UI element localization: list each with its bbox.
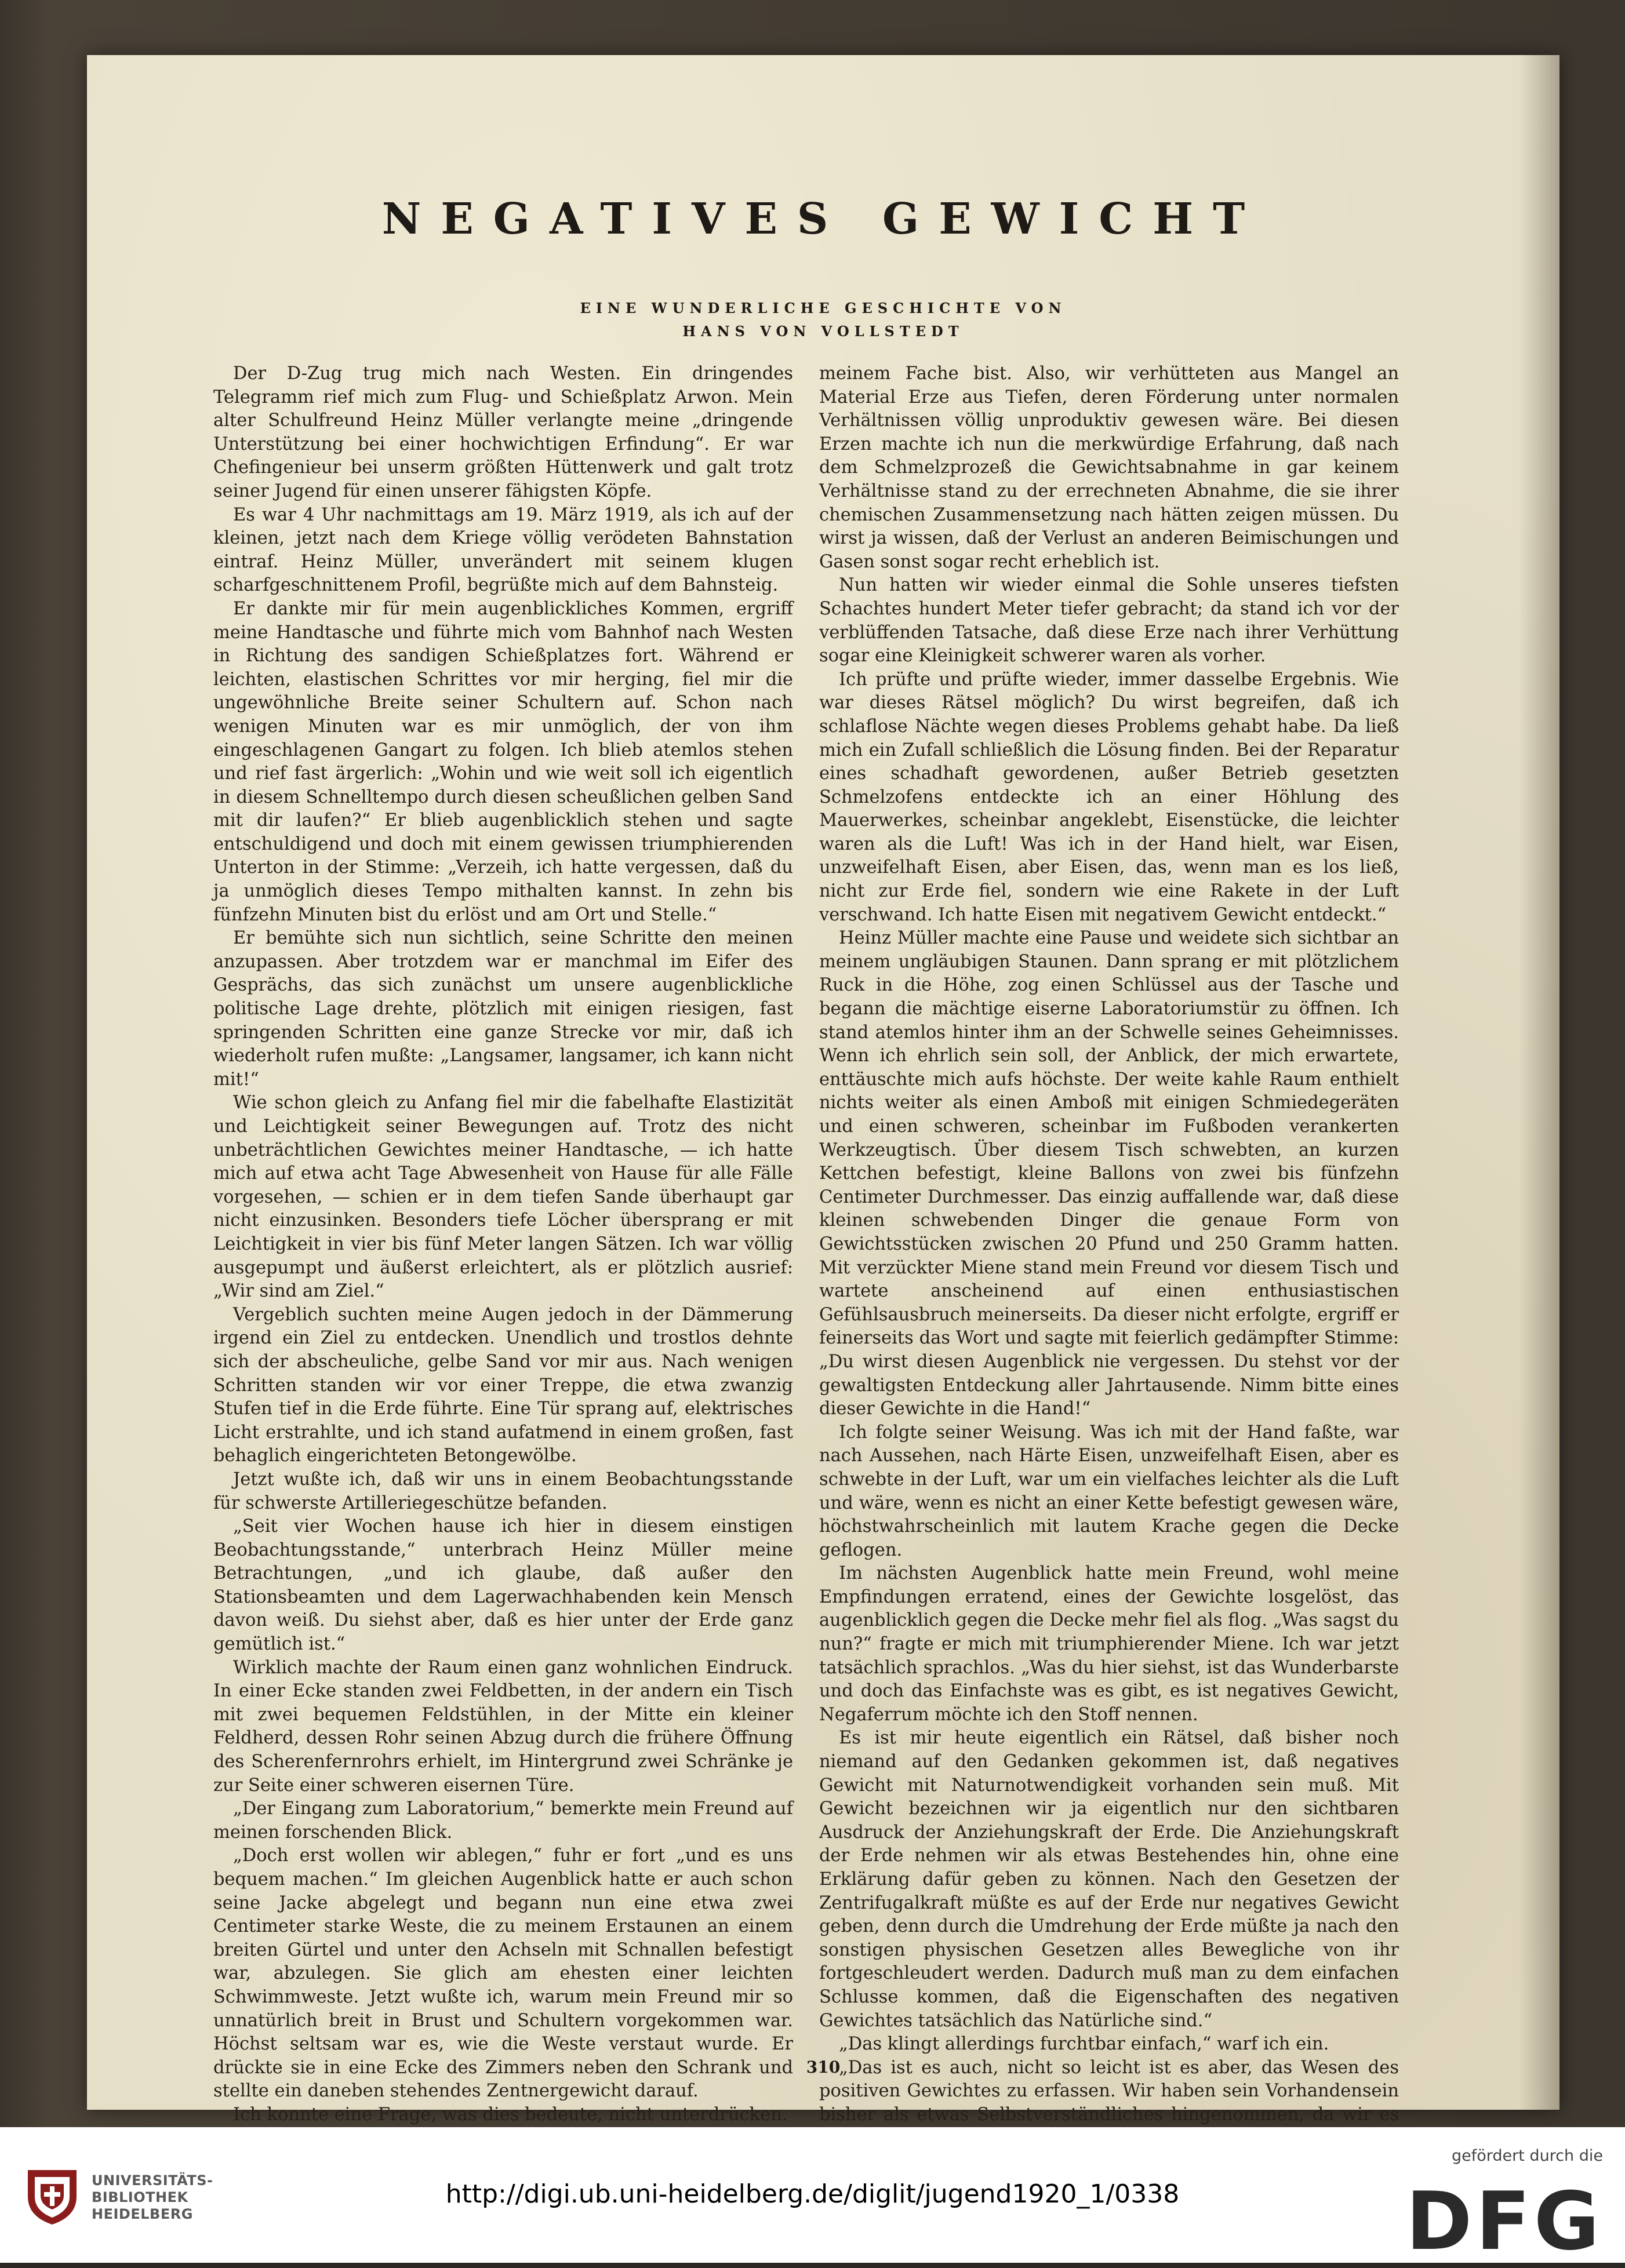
paragraph: Er bemühte sich nun sichtlich, seine Schritte den meinen anzupassen. Aber trotzdem war er manchmal im Eifer des Gesprächs, das sich zunächst um unsere augenblickliche politische Lage drehte, plötzlich mit einigen riesigen, fast springenden Schritten eine ganze Strecke vor mir, daß ich wiederholt rufen mußte: „Langsamer, langsamer, ich kann nicht mit!“ [213, 928, 793, 1090]
paragraph: Es ist mir heute eigentlich ein Rätsel, daß bisher noch niemand auf den Gedanken gekommen ist, daß negatives Gewicht mit Naturnotwendigkeit vorhanden sein muß. Mit Gewicht bezeichnen wir ja eigentlich nur den sichtbaren Ausdruck der Anziehungskraft der Erde. Die Anziehungskraft der Erde nehmen wir als etwas Bestehendes hin, ohne eine Erklärung dafür geben zu können. Nach den Gesetzen der Zentrifugalkraft müßte es auf der Erde nur negatives Gewicht geben, denn durch die Umdrehung der Erde müßte ja nach den sonstigen physischen Gesetzen alles Bewegliche von ihr fortgeschleudert werden. Dadurch muß man zu dem einfachen Schlusse kommen, daß die Eigenschaften des negativen Gewichtes tatsächlich das Natürliche sind.“ [819, 1728, 1399, 2031]
document-page [87, 55, 1559, 2125]
paragraph: Wie schon gleich zu Anfang fiel mir die fabelhafte Elastizität und Leichtigkeit seiner Bewegungen auf. Trotz des nicht unbeträchtlichen Gewichtes meiner Handtasche, — ich hatte mich auf etwa acht Tage Abwesenheit von Hause für alle Fälle vorgesehen, — schien er in dem tiefen Sande überhaupt gar nicht einzusinken. Besonders tiefe Löcher übersprang er mit Leichtigkeit in vier bis fünf Meter langen Sätzen. Ich war völlig ausgepumpt und äußerst erleichtert, als er plötzlich ausrief: „Wir sind am Ziel.“ [213, 1093, 793, 1302]
binding-gutter-shadow [1519, 55, 1559, 2110]
library-name-line: BIBLIOTHEK [92, 2189, 188, 2205]
paragraph: „Doch erst wollen wir ablegen,“ fuhr er fort „und es uns bequem machen.“ Im gleichen Augenblick hatte er auch schon seine Jacke abgelegt und begann nun eine etwa zwei Centimeter starke Weste, die zu meinem Erstaunen an einem breiten Gürtel und unter den Achseln mit Schnallen befestigt war, abzulegen. Sie glich am ehesten einer leichten Schwimmweste. Jetzt wußte ich, warum mein Freund mir so unnatürlich breit in Brust und Schultern vorgekommen war. Höchst seltsam war es, wie die Weste verstaut wurde. Er drückte sie in eine Ecke des Zimmers neben den Schrank und stellte ein daneben stehendes Zentnergewicht darauf. [213, 1845, 793, 2102]
paragraph: meinem Fache bist. Also, wir verhütteten aus Mangel an Material Erze aus Tiefen, deren Förderung unter normalen Verhältnissen völlig unproduktiv gewesen wäre. Bei diesen Erzen machte ich nun die merkwürdige Erfahrung, daß nach dem Schmelzprozeß die Gewichtsabnahme in gar keinem Verhältnisse stand zu der errechneten Abnahme, die sie ihrer chemischen Zusammensetzung nach hätten zeigen müssen. Du wirst ja wissen, daß der Verlust an anderen Beimischungen und Gasen sonst sogar recht erheblich ist. [819, 363, 1399, 572]
paragraph: „Das klingt allerdings furchtbar einfach,“ warf ich ein. [839, 2034, 1329, 2055]
dfg-logo-icon: DFG [1405, 2175, 1603, 2268]
digitization-footer [0, 2127, 1625, 2268]
funding-block[interactable] [1405, 2147, 1603, 2268]
paragraph: Der D-Zug trug mich nach Westen. Ein dringendes Telegramm rief mich zum Flug- und Schießplatz Arwon. Mein alter Schulfreund Heinz Müller verlangte meine „dringende Unterstützung bei einer hochwichtigen Erfindung“. Er war Chefingenieur bei unserm größten Hüttenwerk und galt trotz seiner Jugend für einen unserer fähigsten Köpfe. [213, 363, 793, 501]
paragraph: „Das ist es auch, nicht so leicht ist es aber, das Wesen des positiven Gewichtes zu erfassen. Wir haben sein Vorhandensein bisher als etwas Selbstverständliches hingenommen, da wir es [819, 2057, 1399, 2125]
paragraph: Im nächsten Augenblick hatte mein Freund, wohl meine Empfindungen erratend, eines der Gewichte losgelöst, das augenblicklich gegen die Decke mehr fiel als flog. „Was sagst du nun?“ fragte er mich mit triumphierender Miene. Ich war jetzt tatsächlich sprachlos. „Was du hier siehst, ist das Wunderbarste und doch das Einfachste was es gibt, es ist negatives Gewicht, Negaferrum möchte ich den Stoff nennen. [819, 1563, 1399, 1725]
paragraph: Es war 4 Uhr nachmittags am 19. März 1919, als ich auf der kleinen, jetzt nach dem Kriege völlig verödeten Bahnstation eintraf. Heinz Müller, unverändert mit seinem klugen scharfgeschnittenem Profil, begrüßte mich auf dem Bahnsteig. [213, 504, 793, 596]
paragraph: Ich konnte eine Frage, was dies bedeute, nicht unterdrücken. [233, 2104, 788, 2125]
paragraph: Ich prüfte und prüfte wieder, immer dasselbe Ergebnis. Wie war dieses Rätsel möglich? Du wirst begreifen, daß ich schlaflose Nächte wegen dieses Problems gehabt habe. Da ließ mich ein Zufall schließlich die Lösung finden. Bei der Reparatur eines schadhaft gewordenen, außer Betrieb gesetzten Schmelzofens entdeckte ich an einer Höhlung des Mauerwerkes, scheinbar angeklebt, Eisenstücke, die leichter waren als die Luft! Was ich in der Hand hielt, war Eisen, unzweifelhaft Eisen, aber Eisen, das, wenn man es los ließ, nicht zur Erde fiel, sondern wie eine Rakete in der Luft verschwand. Ich hatte Eisen mit negativem Gewicht entdeckt.“ [819, 669, 1399, 925]
paragraph: „Der Eingang zum Laboratorium,“ bemerkte mein Freund auf meinen forschenden Blick. [213, 1799, 793, 1843]
paragraph: Vergeblich suchten meine Augen jedoch in der Dämmerung irgend ein Ziel zu entdecken. Unendlich und trostlos dehnte sich der abscheuliche, gelbe Sand vor mir aus. Nach wenigen Schritten standen wir vor einer Treppe, die etwa zwanzig Stufen tief in die Erde führte. Eine Tür sprang auf, elektrisches Licht erstrahlte, und ich stand aufatmend in einem großen, fast behaglich eingerichteten Betongewölbe. [213, 1304, 793, 1466]
paragraph: Heinz Müller machte eine Pause und weidete sich sichtbar an meinem ungläubigen Staunen. Dann sprang er mit plötzlichem Ruck in die Höhe, zog einen Schlüssel aus der Tasche und begann die mächtige eiserne Laboratoriumstür zu öffnen. Ich stand atemlos hinter ihm an der Schwelle seines Geheimnisses. Wenn ich ehrlich sein soll, der Anblick, der mich erwartete, enttäuschte mich aufs höchste. Der weite kahle Raum enthielt nichts weiter als einen Amboß mit einigen Schmiedegeräten und einen schweren, scheinbar im Fußboden verankerten Werkzeugtisch. Über diesem Tisch schwebten, an kurzen Kettchen befestigt, kleine Ballons von zwei bis fünfzehn Centimeter Durchmesser. Das einzig auffallende war, daß diese kleinen schwebenden Dinger die genaue Form von Gewichtsstücken zwischen 20 Pfund und 250 Gramm hatten. Mit verzückter Miene stand mein Freund vor diesem Tisch und wartete anscheinend auf einen enthusiastischen Gefühlsausbruch meinerseits. Da dieser nicht erfolgte, ergriff er feinerseits das Wort und sagte mit feierlich gedämpfter Stimme: „Du wirst diesen Augenblick nie vergessen. Du stehst vor der gewaltigsten Entdeckung aller Jahrtausende. Nimm bitte eines dieser Gewichte in die Hand!“ [819, 928, 1399, 1419]
library-name-line: UNIVERSITÄTS- [92, 2172, 213, 2189]
funding-label: gefördert durch die [1452, 2147, 1603, 2165]
paragraph: Er dankte mir für mein augenblickliches Kommen, ergriff meine Handtasche und führte mich vom Bahnhof nach Westen in Richtung des sandigen Schießplatzes fort. Während er leichten, elastischen Schrittes vor mir herging, fiel mir die ungewöhnliche Breite seiner Schultern auf. Schon nach wenigen Minuten war es mir unmöglich, der von ihm eingeschlagenen Gangart zu folgen. Ich blieb atemlos stehen und rief fast ärgerlich: „Wohin und wie weit soll ich eigentlich in diesem Schnelltempo durch diesen scheußlichen gelben Sand mit dir laufen?“ Er blieb augenblicklich stehen und sagte entschuldigend und doch mit einem gewissen triumphierenden Unterton in der Stimme: „Verzeih, ich hatte vergessen, daß du ja unmöglich dieses Tempo mithalten kannst. In zehn bis fünfzehn Minuten bist du erlöst und am Ort und Stelle.“ [213, 598, 793, 925]
article-author: HANS VON VOLLSTEDT [682, 323, 964, 340]
paragraph: Nun hatten wir wieder einmal die Sohle unseres tiefsten Schachtes hundert Meter tiefer gebracht; da stand ich vor der verblüffenden Tatsache, daß diese Erze nach ihrer Verhüttung sogar eine Kleinigkeit schwerer waren als vorher. [819, 575, 1399, 667]
paragraph: „Seit vier Wochen hause ich hier in diesem einstigen Beobachtungsstande,“ unterbrach Heinz Müller meine Betrachtungen, „und ich glaube, daß außer den Stationsbeamten und dem Lagerwachhabenden kein Mensch davon weiß. Du siehst aber, daß es hier unter der Erde ganz gemütlich ist.“ [213, 1516, 793, 1655]
text-column-left [213, 362, 793, 2125]
library-name-line: HEIDELBERG [92, 2206, 193, 2222]
paragraph: Ich folgte seiner Weisung. Was ich mit der Hand faßte, war nach Aussehen, nach Härte Eisen, unzweifelhaft Eisen, aber es schwebte in der Luft, war um ein vielfaches leichter als die Luft und wäre, wenn es nicht an einer Kette befestigt gewesen wäre, höchstwahrscheinlich mit lautem Krache gegen die Decke geflogen. [819, 1422, 1399, 1560]
page-number: 310 [806, 2058, 841, 2077]
source-url-link[interactable]: http://digi.ub.uni-heidelberg.de/diglit/jugend1920_1/0338 [445, 2179, 1180, 2209]
article-subtitle: EINE WUNDERLICHE GESCHICHTE VON [580, 300, 1067, 316]
article-title: NEGATIVES GEWICHT [381, 194, 1265, 244]
paragraph: Jetzt wußte ich, daß wir uns in einem Beobachtungsstande für schwerste Artilleriegeschütze befanden. [213, 1469, 793, 1513]
paragraph: Wirklich machte der Raum einen ganz wohnlichen Eindruck. In einer Ecke standen zwei Feldbetten, in der andern ein Tisch mit zwei bequemen Feldstühlen, in der Mitte ein kleiner Feldherd, dessen Rohr seinen Abzug durch die frühere Öffnung des Scherenfernrohrs erhielt, im Hintergrund zwei Schränke je zur Seite einer schweren eisernen Türe. [213, 1657, 793, 1796]
